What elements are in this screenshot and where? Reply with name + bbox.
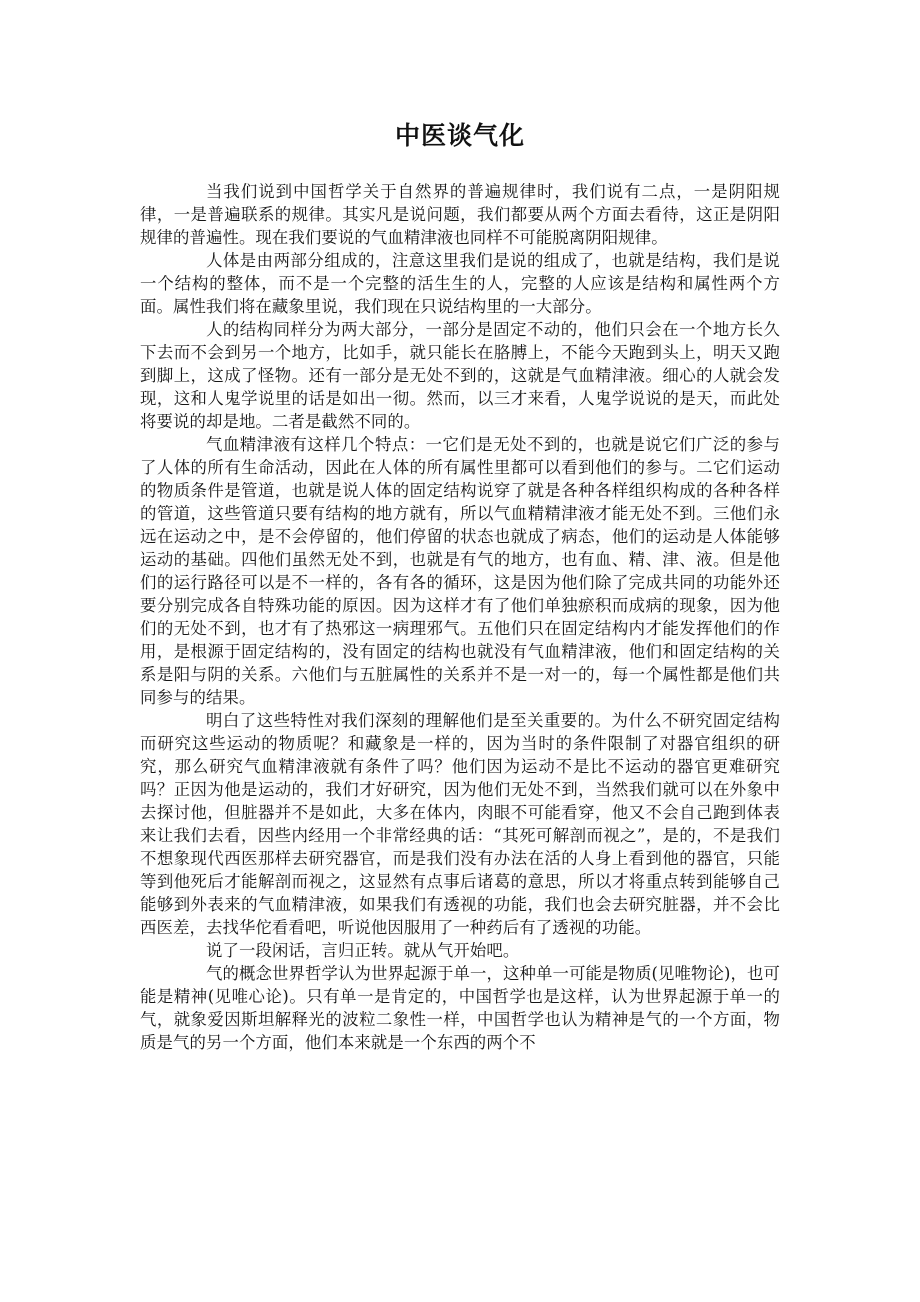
paragraph: 气的概念世界哲学认为世界起源于单一，这种单一可能是物质(见唯物论)，也可能是精神(见唯心论)。只有单一是肯定的，中国哲学也是这样，认为世界起源于单一的气，就象爱因斯坦解释光的波粒二象性一样，中国哲学也认为精神是气的一个方面，物质是气的另一个方面，他们本来就是一个东西的两个不	[140, 964, 780, 1052]
paragraph: 气血精津液有这样几个特点：一它们是无处不到的，也就是说它们广泛的参与了人体的所有生命活动，因此在人体的所有属性里都可以看到他们的参与。二它们运动的物质条件是管道，也就是说人体的固定结构说穿了就是各种各样组织构成的各种各样的管道，这些管道只要有结构的地方就有，所以气血精精津液才能无处不到。三他们永远在运动之中，是不会停留的，他们停留的状态也就成了病态，他们的运动是人体能够运动的基础。四他们虽然无处不到，也就是有气的地方，也有血、精、津、液。但是他们的运行路径可以是不一样的，各有各的循环，这是因为他们除了完成共同的功能外还要分别完成各自特殊功能的原因。因为这样才有了他们单独瘀积而成病的现象，因为他们的无处不到，也才有了热邪这一病理邪气。五他们只在固定结构内才能发挥他们的作用，是根源于固定结构的，没有固定的结构也就没有气血精津液，他们和固定结构的关系是阳与阴的关系。六他们与五脏属性的关系并不是一对一的，每一个属性都是他们共同参与的结果。	[140, 435, 780, 707]
document-title: 中医谈气化	[394, 121, 525, 150]
paragraph: 明白了这些特性对我们深刻的理解他们是至关重要的。为什么不研究固定结构而研究这些运动的物质呢？和藏象是一样的，因为当时的条件限制了对器官组织的研究，那么研究气血精津液就有条件了吗？他们因为运动不是比不运动的器官更难研究吗？正因为他是运动的，我们才好研究，因为他们无处不到，当然我们就可以在外象中去探讨他，但脏器并不是如此，大多在体内，肉眼不可能看穿，他又不会自己跑到体表来让我们去看，因些内经用一个非常经典的话：“其死可解剖而视之”，是的，不是我们不想象现代西医那样去研究器官，而是我们没有办法在活的人身上看到他的器官，只能等到他死后才能解剖而视之，这显然有点事后诸葛的意思，所以才将重点转到能够自己能够到外表来的气血精津液，如果我们有透视的功能，我们也会去研究脏器，并不会比西医差，去找华佗看看吧，听说他因服用了一种药后有了透视的功能。	[140, 711, 780, 937]
paragraph: 人的结构同样分为两大部分，一部分是固定不动的，他们只会在一个地方长久下去而不会到另一个地方，比如手，就只能长在胳膊上，不能今天跑到头上，明天又跑到脚上，这成了怪物。还有一部分是无处不到的，这就是气血精津液。细心的人就会发现，这和人鬼学说里的话是如出一彻。然而，以三才来看，人鬼学说说的是天，而此处将要说的却是地。二者是截然不同的。	[140, 320, 780, 431]
paragraph: 人体是由两部分组成的，注意这里我们是说的组成了，也就是结构，我们是说一个结构的整体，而不是一个完整的活生生的人，完整的人应该是结构和属性两个方面。属性我们将在藏象里说，我们现在只说结构里的一大部分。	[140, 251, 780, 316]
document-body	[140, 180, 780, 1054]
paragraph: 当我们说到中国哲学关于自然界的普遍规律时，我们说有二点，一是阴阳规律，一是普遍联系的规律。其实凡是说问题，我们都要从两个方面去看待，这正是阴阳规律的普遍性。现在我们要说的气血精津液也同样不可能脱离阴阳规律。	[140, 182, 780, 247]
paragraph: 说了一段闲话，言归正转。就从气开始吧。	[206, 941, 520, 960]
